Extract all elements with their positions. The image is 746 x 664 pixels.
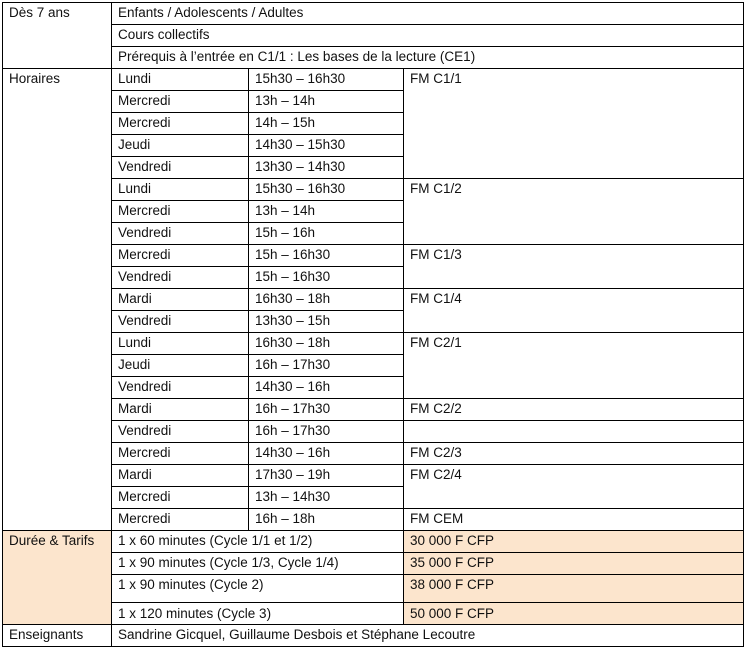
schedule-day: Mercredi (112, 201, 249, 223)
age-row (3, 3, 744, 25)
schedule-day: Mardi (112, 289, 249, 311)
age-line: Enfants / Adolescents / Adultes (112, 3, 744, 25)
schedule-day: Mardi (112, 399, 249, 421)
schedule-time: 14h30 – 16h (249, 443, 404, 465)
schedule-group: FM C2/4 (404, 465, 744, 509)
schedule-time: 16h – 17h30 (249, 355, 404, 377)
schedule-time: 13h – 14h (249, 201, 404, 223)
schedule-day: Lundi (112, 69, 249, 91)
schedule-time: 16h30 – 18h (249, 289, 404, 311)
schedule-row (3, 69, 744, 91)
schedule-time: 17h30 – 19h (249, 465, 404, 487)
schedule-group: FM C1/3 (404, 245, 744, 289)
schedule-row (3, 421, 744, 443)
pricing-price: 38 000 F CFP (404, 575, 744, 603)
pricing-price: 35 000 F CFP (404, 553, 744, 575)
schedule-day: Vendredi (112, 421, 249, 443)
age-label: Dès 7 ans (3, 3, 112, 69)
teachers-label: Enseignants (3, 625, 112, 647)
schedule-table (2, 2, 744, 647)
pricing-label: Durée & Tarifs (3, 531, 112, 625)
schedule-time: 16h – 17h30 (249, 421, 404, 443)
schedule-time: 13h – 14h (249, 91, 404, 113)
schedule-time: 14h30 – 15h30 (249, 135, 404, 157)
age-row (3, 47, 744, 69)
schedule-group: FM C2/2 (404, 399, 744, 421)
schedule-row (3, 443, 744, 465)
schedule-row (3, 245, 744, 267)
schedule-day: Jeudi (112, 355, 249, 377)
schedule-day: Lundi (112, 179, 249, 201)
pricing-duration: 1 x 90 minutes (Cycle 1/3, Cycle 1/4) (112, 553, 404, 575)
age-line: Prérequis à l’entrée en C1/1 : Les bases de la lecture (CE1) (112, 47, 744, 69)
pricing-price: 50 000 F CFP (404, 603, 744, 625)
pricing-row (3, 553, 744, 575)
schedule-day: Jeudi (112, 135, 249, 157)
teachers-names: Sandrine Gicquel, Guillaume Desbois et Stéphane Lecoutre (112, 625, 744, 647)
schedule-day: Mercredi (112, 443, 249, 465)
schedule-day: Mercredi (112, 91, 249, 113)
schedule-group: FM CEM (404, 509, 744, 531)
schedule-day: Vendredi (112, 377, 249, 399)
schedule-table-body (3, 3, 744, 647)
schedule-day: Lundi (112, 333, 249, 355)
schedule-time: 13h30 – 15h (249, 311, 404, 333)
schedule-row (3, 509, 744, 531)
pricing-duration: 1 x 120 minutes (Cycle 3) (112, 603, 404, 625)
schedule-day: Vendredi (112, 157, 249, 179)
schedule-group: FM C1/1 (404, 69, 744, 179)
schedule-row (3, 399, 744, 421)
schedule-day: Mercredi (112, 245, 249, 267)
schedule-row (3, 465, 744, 487)
schedule-row (3, 333, 744, 355)
schedule-time: 15h – 16h (249, 223, 404, 245)
pricing-row (3, 531, 744, 553)
schedule-group: FM C1/2 (404, 179, 744, 245)
schedule-day: Mercredi (112, 509, 249, 531)
schedule-time: 13h30 – 14h30 (249, 157, 404, 179)
schedule-time: 15h – 16h30 (249, 245, 404, 267)
schedule-group: FM C2/1 (404, 333, 744, 399)
schedule-day: Mercredi (112, 113, 249, 135)
schedule-day: Vendredi (112, 223, 249, 245)
schedule-day: Mercredi (112, 487, 249, 509)
schedule-time: 14h – 15h (249, 113, 404, 135)
schedule-time: 13h – 14h30 (249, 487, 404, 509)
schedule-time: 16h – 18h (249, 509, 404, 531)
schedule-label: Horaires (3, 69, 112, 531)
schedule-time: 16h – 17h30 (249, 399, 404, 421)
schedule-group (404, 421, 744, 443)
schedule-row (3, 289, 744, 311)
age-line: Cours collectifs (112, 25, 744, 47)
schedule-time: 14h30 – 16h (249, 377, 404, 399)
schedule-time: 15h30 – 16h30 (249, 69, 404, 91)
schedule-day: Mardi (112, 465, 249, 487)
teachers-row (3, 625, 744, 647)
schedule-day: Vendredi (112, 267, 249, 289)
schedule-time: 16h30 – 18h (249, 333, 404, 355)
schedule-group: FM C1/4 (404, 289, 744, 333)
pricing-row (3, 575, 744, 603)
schedule-group: FM C2/3 (404, 443, 744, 465)
pricing-duration: 1 x 90 minutes (Cycle 2) (112, 575, 404, 603)
schedule-time: 15h – 16h30 (249, 267, 404, 289)
pricing-price: 30 000 F CFP (404, 531, 744, 553)
pricing-duration: 1 x 60 minutes (Cycle 1/1 et 1/2) (112, 531, 404, 553)
schedule-row (3, 179, 744, 201)
age-row (3, 25, 744, 47)
pricing-row (3, 603, 744, 625)
schedule-time: 15h30 – 16h30 (249, 179, 404, 201)
schedule-day: Vendredi (112, 311, 249, 333)
